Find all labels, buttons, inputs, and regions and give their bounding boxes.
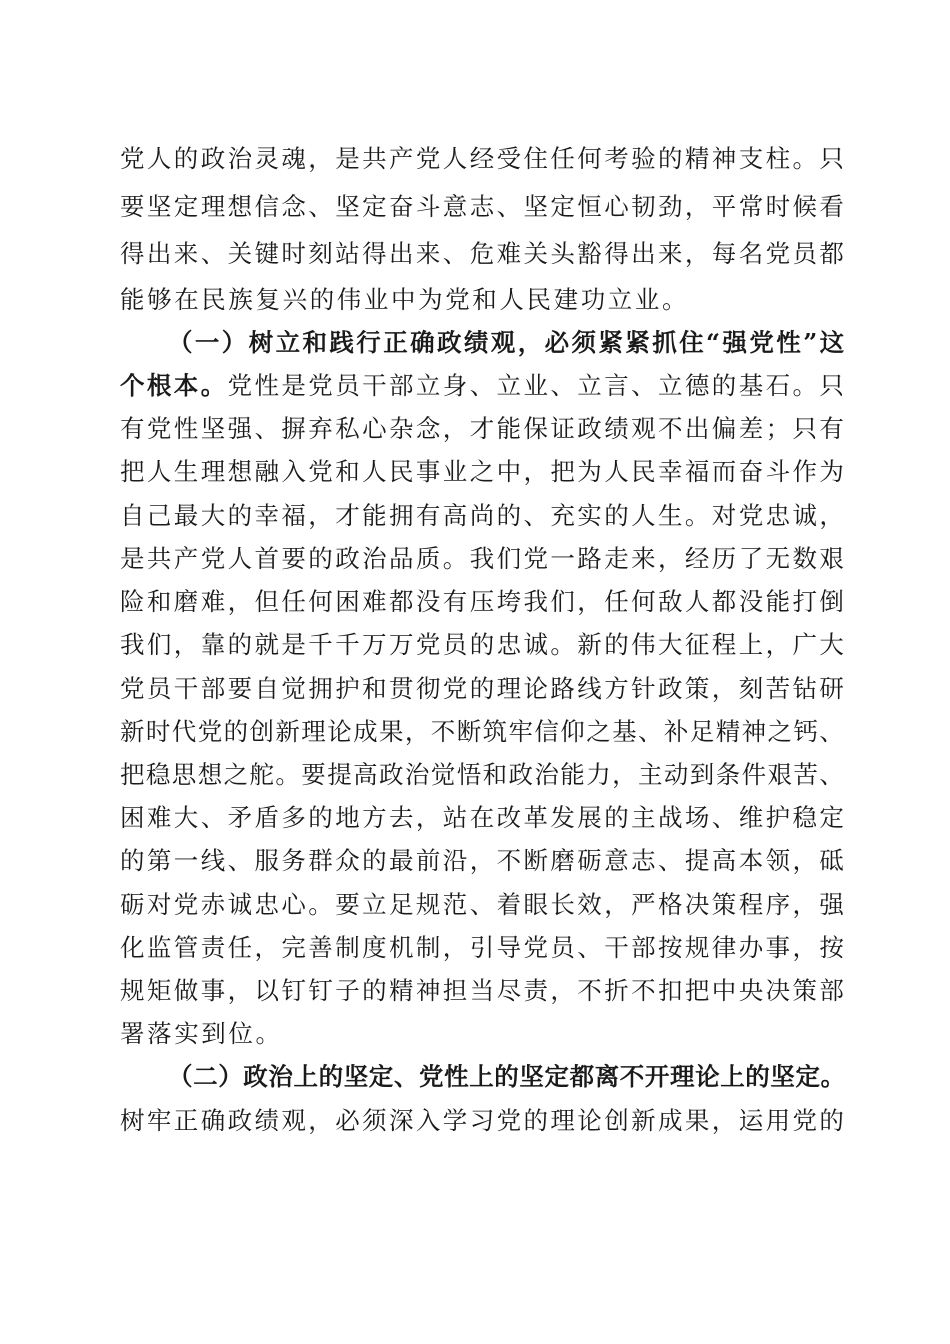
body-text-line: 能够在民族复兴的伟业中为党和人民建功立业。	[120, 285, 690, 314]
body-text-line: 新时代党的创新理论成果，不断筑牢信仰之基、补足精神之钙、	[120, 717, 846, 746]
body-text-line: 砺对党赤诚忠心。要立足规范、着眼长效，严格决策程序，强	[120, 890, 847, 919]
body-text-line: 规矩做事，以钉钉子的精神担当尽责，不折不扣把中央决策部	[120, 976, 847, 1005]
body-text-line: 困难大、矛盾多的地方去，站在改革发展的主战场、维护稳定	[120, 803, 847, 832]
body-text-line: 署落实到位。	[120, 1019, 283, 1048]
body-text-line: 我们，靠的就是千千万万党员的忠诚。新的伟大征程上，广大	[120, 630, 847, 659]
section-heading-1-end: 个根本。	[120, 371, 228, 400]
body-text-line: 有党性坚强、摒弃私心杂念，才能保证政绩观不出偏差；只有	[120, 414, 847, 443]
body-text-line: 党员干部要自觉拥护和贯彻党的理论路线方针政策，刻苦钻研	[120, 674, 847, 703]
body-text-line: 要坚定理想信念、坚定奋斗意志、坚定恒心韧劲，平常时候看	[120, 192, 847, 221]
body-text-line: 是共产党人首要的政治品质。我们党一路走来，经历了无数艰	[120, 544, 847, 573]
body-text-line: 险和磨难，但任何困难都没有压垮我们，任何敌人都没能打倒	[120, 587, 847, 616]
body-text-line: 化监管责任，完善制度机制，引导党员、干部按规律办事，按	[120, 933, 847, 962]
body-text-line: 树牢正确政绩观，必须深入学习党的理论创新成果，运用党的	[120, 1106, 847, 1135]
body-text-line: 党人的政治灵魂，是共产党人经受住任何考验的精神支柱。只	[120, 144, 847, 173]
body-text-line	[120, 364, 846, 408]
body-text-line: 得出来、关键时刻站得出来、危难关头豁得出来，每名党员都	[120, 239, 847, 268]
body-text-line: 的第一线、服务群众的最前沿，不断磨砺意志、提高本领，砥	[120, 846, 847, 875]
body-text-line: 把人生理想融入党和人民事业之中，把为人民幸福而奋斗作为	[120, 457, 847, 486]
section-heading-1: （一）树立和践行正确政绩观，必须紧紧抓住“强党性”这	[168, 328, 847, 357]
section-heading-2: （二）政治上的坚定、党性上的坚定都离不开理论上的坚定。	[168, 1062, 846, 1091]
body-text-span: 党性是党员干部立身、立业、立言、立德的基石。只	[227, 371, 847, 400]
body-text-line: 把稳思想之舵。要提高政治觉悟和政治能力，主动到条件艰苦、	[120, 760, 846, 789]
body-text-line: 自己最大的幸福，才能拥有高尚的、充实的人生。对党忠诚，	[120, 501, 847, 530]
